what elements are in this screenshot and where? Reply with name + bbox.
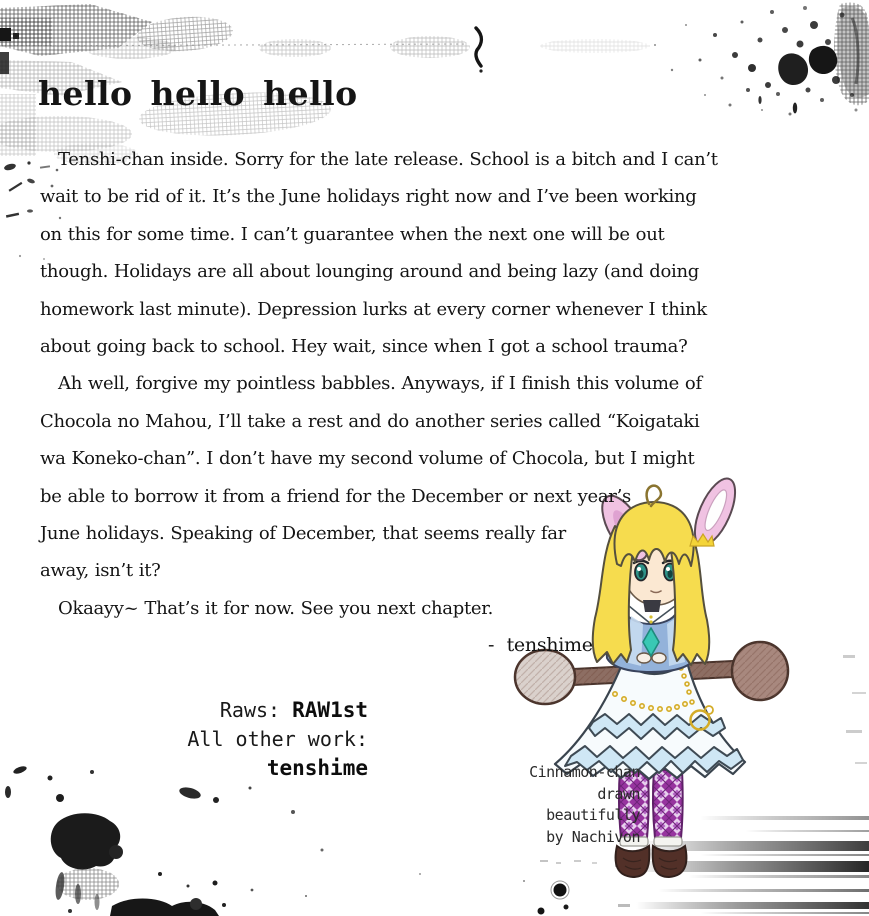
note-line: Ah well, forgive my pointless babbles. Anyways, if I finish this volume of xyxy=(58,373,702,395)
credits-raws-line xyxy=(76,696,368,725)
note-line: on this for some time. I can’t guarantee when the next one will be out xyxy=(40,223,665,245)
note-line: wait to be rid of it. It’s the June holidays right now and I’ve been working xyxy=(40,186,697,208)
other-work-value: tenshime xyxy=(266,756,368,780)
credits-other-line xyxy=(76,725,368,783)
shoes xyxy=(616,846,687,877)
credits-block xyxy=(76,696,368,783)
note-line: Okaayy~ That’s it for now. See you next chapter. xyxy=(58,597,493,619)
note-line: though. Holidays are all about lounging around and being lazy (and doing xyxy=(40,261,699,283)
note-line: be able to borrow it from a friend for the December or next year’s xyxy=(40,485,631,507)
raws-label: Raws: xyxy=(219,698,293,722)
caption-line: Cinnamon-chan xyxy=(529,763,640,781)
caption-line: drawn beautifully xyxy=(546,784,640,824)
note-line: Chocola no Mahou, I’ll take a rest and do another series called “Koigataki xyxy=(40,410,700,432)
bottomleft-ink-blots xyxy=(5,765,324,916)
page-title: hello hello hello xyxy=(38,74,358,113)
note-line: homework last minute). Depression lurks at every corner whenever I think xyxy=(40,298,707,320)
other-work-label: All other work: xyxy=(187,727,368,751)
illustration-caption xyxy=(495,762,640,848)
translator-note xyxy=(40,141,820,664)
hook-mark xyxy=(476,28,481,66)
raws-value: RAW1st xyxy=(292,698,368,722)
note-line: away, isn’t it? xyxy=(40,560,161,582)
caption-line: by Nachivon xyxy=(546,827,640,846)
signature: - tenshime xyxy=(488,634,593,657)
note-line: wa Koneko-chan”. I don’t have my second volume of Chocola, but I might xyxy=(40,448,695,470)
note-line: about going back to school. Hey wait, since when I got a school trauma? xyxy=(40,335,688,357)
topright-ink-splatter xyxy=(654,2,869,115)
note-line: June holidays. Speaking of December, that seems really far xyxy=(40,522,566,544)
note-line: Tenshi-chan inside. Sorry for the late release. School is a bitch and I can’t xyxy=(58,149,718,170)
